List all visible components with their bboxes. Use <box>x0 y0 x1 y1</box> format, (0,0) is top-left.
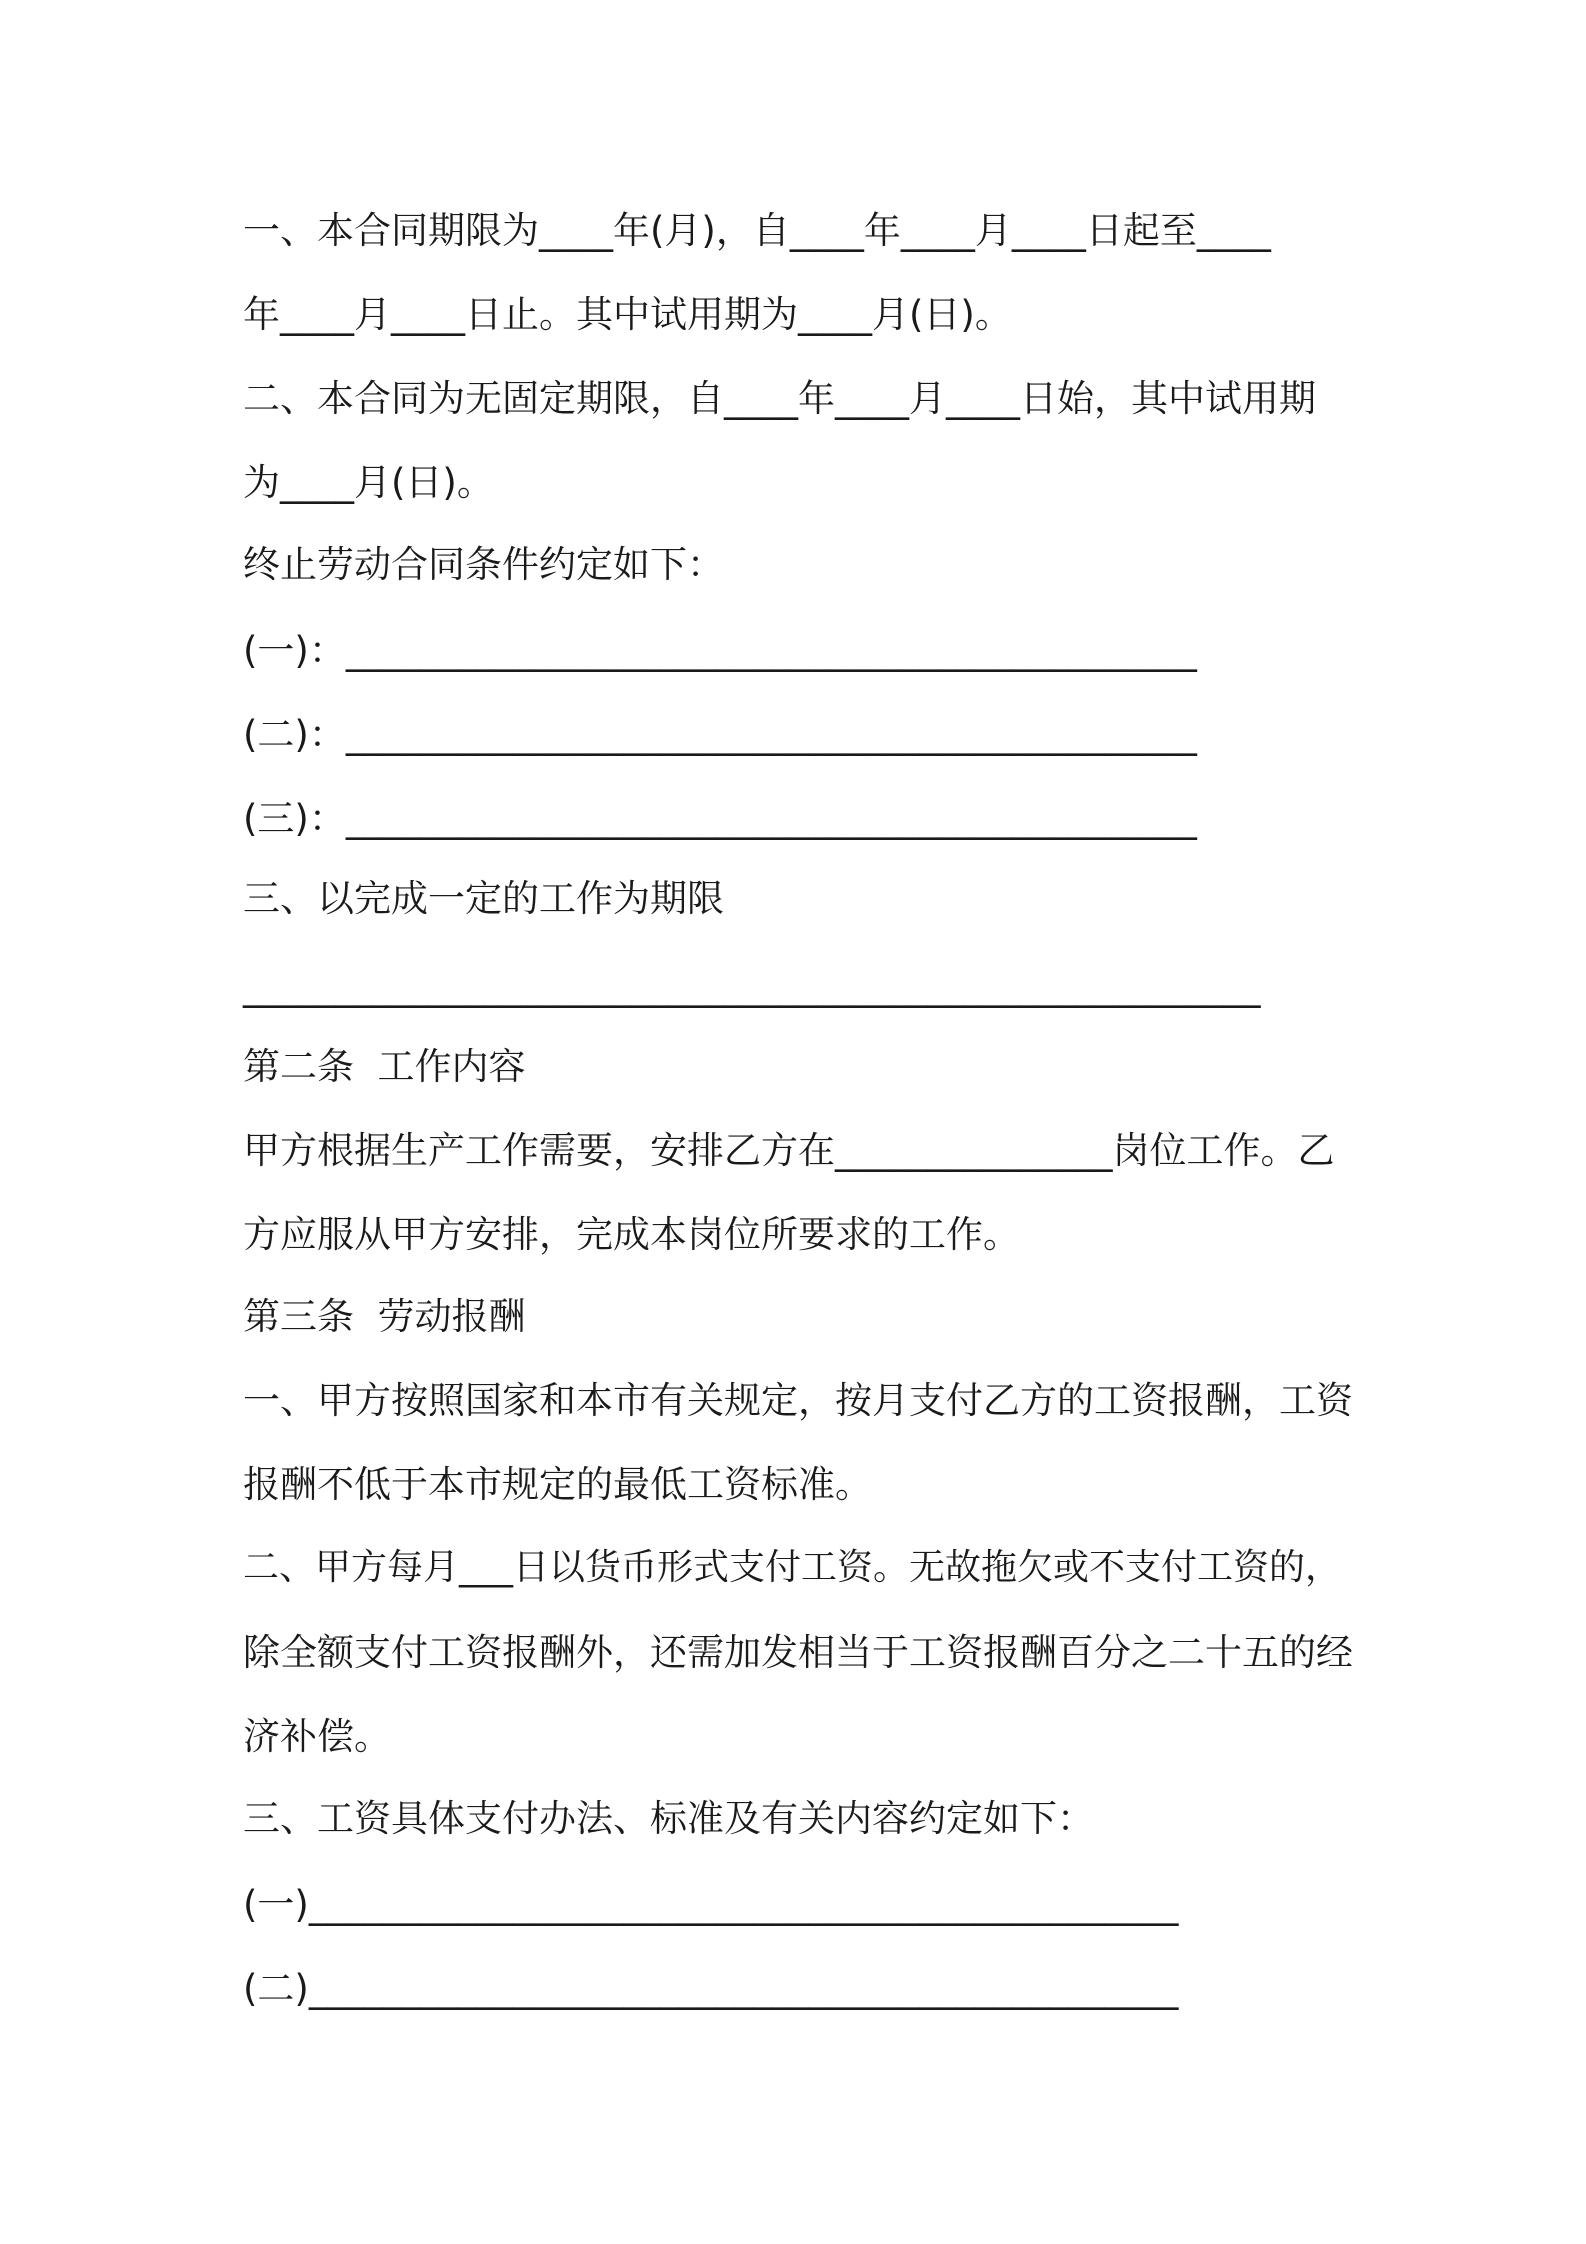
term-open-line-1: 二、本合同为无固定期限，自____年____月____日始，其中试用期 <box>243 377 1316 420</box>
article-3-clause-3-line: 三、工资具体支付办法、标准及有关内容约定如下： <box>243 1797 1094 1840</box>
article-2-heading: 第二条 工作内容 <box>243 1045 526 1088</box>
term-fixed-line-1: 一、本合同期限为____年(月)，自____年____月____日起至____ <box>243 209 1271 252</box>
payment-item-2: (二)_______________________________________________ <box>243 1967 1179 2010</box>
article-3-heading: 第三条 劳动报酬 <box>243 1295 526 1338</box>
article-3-clause-2-line-1: 二、甲方每月___日以货币形式支付工资。无故拖欠或不支付工资的， <box>243 1547 1342 1588</box>
article-3-clause-1-line-1: 一、甲方按照国家和本市有关规定，按月支付乙方的工资报酬，工资 <box>243 1379 1353 1422</box>
term-open-line-2: 为____月(日)。 <box>243 461 494 504</box>
article-3-clause-2-line-3: 济补偿。 <box>243 1715 391 1758</box>
article-2-text-line-2: 方应服从甲方安排，完成本岗位所要求的工作。 <box>243 1213 1020 1256</box>
termination-conditions-heading: 终止劳动合同条件约定如下： <box>243 543 724 586</box>
termination-condition-1: (一)：______________________________________________ <box>243 629 1197 672</box>
article-3-clause-1-line-2: 报酬不低于本市规定的最低工资标准。 <box>243 1463 872 1506</box>
payment-item-1: (一)_______________________________________________ <box>243 1883 1179 1926</box>
termination-condition-3: (三)：______________________________________________ <box>243 797 1197 840</box>
term-task-based-line: 三、以完成一定的工作为期限 <box>243 877 724 920</box>
term-task-blank-line: _______________________________________________________ <box>243 965 1261 1008</box>
termination-condition-2: (二)：______________________________________________ <box>243 713 1197 756</box>
article-3-clause-2-line-2: 除全额支付工资报酬外，还需加发相当于工资报酬百分之二十五的经 <box>243 1631 1353 1674</box>
article-2-text-line-1: 甲方根据生产工作需要，安排乙方在_______________岗位工作。乙 <box>243 1129 1335 1172</box>
term-fixed-line-2: 年____月____日止。其中试用期为____月(日)。 <box>243 293 1012 336</box>
